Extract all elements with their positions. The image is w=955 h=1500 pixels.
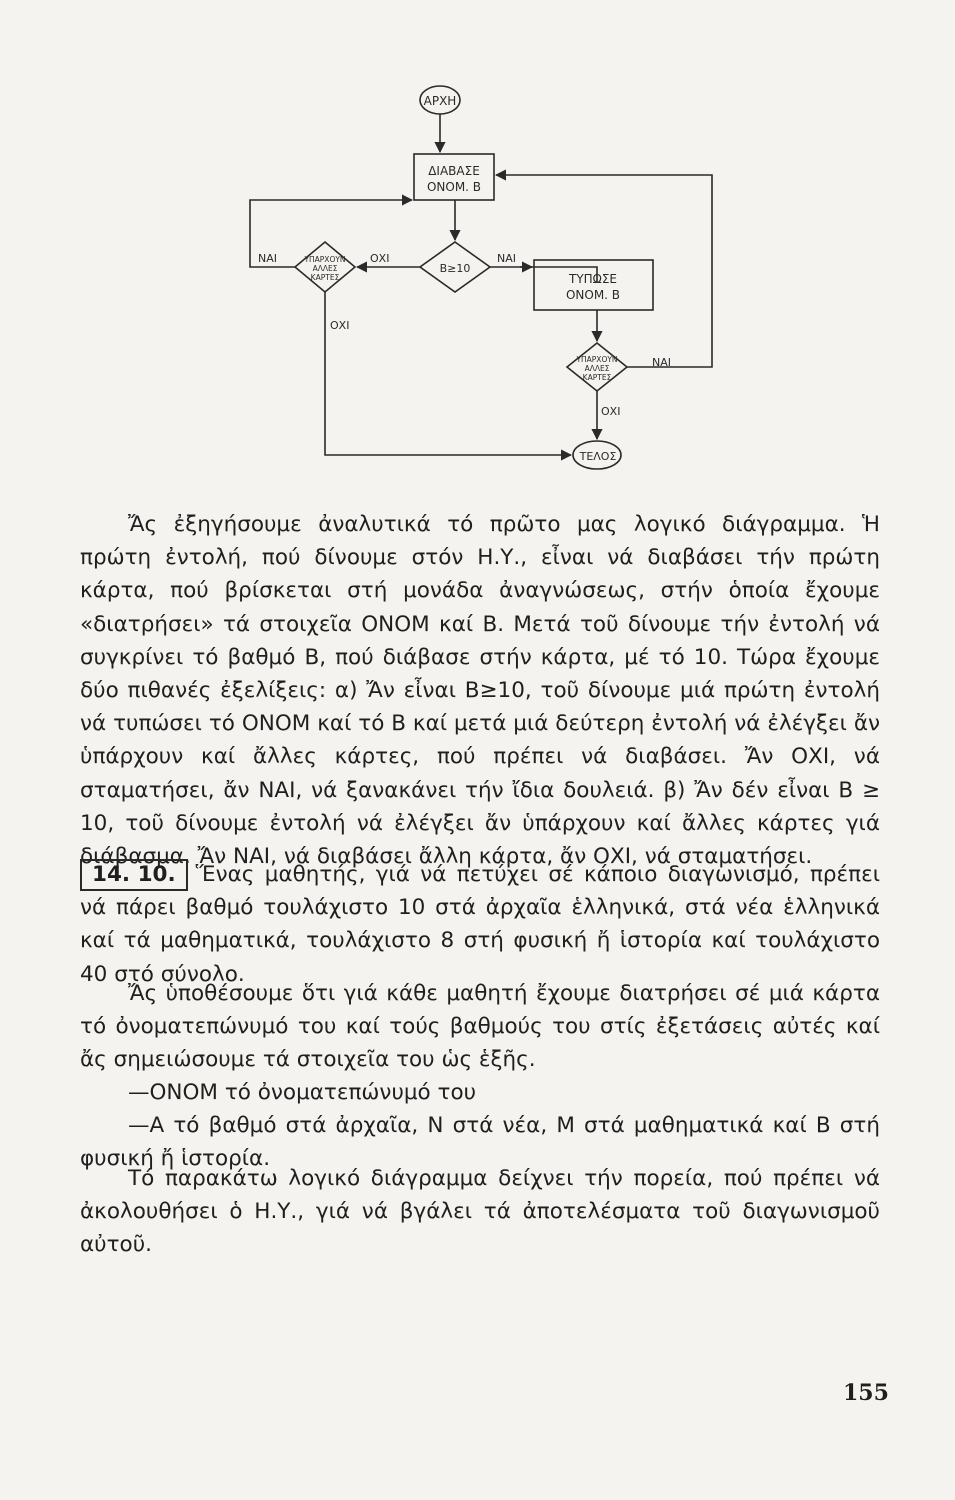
item-grades: —Α τό βαθμό στά ἀρχαῖα, Ν στά νέα, Μ στά μαθηματικά καί Β στή φυσική ἤ ἱστορία.: [80, 1113, 880, 1172]
no-label-left: ΟΧΙ: [330, 319, 350, 332]
section-number: 14. 10.: [80, 859, 188, 891]
print-label-line2: ΟΝΟΜ. Β: [565, 288, 621, 302]
more-cards-right-line2: ΑΛΛΕΣ: [584, 364, 610, 373]
page-number: 155: [843, 1380, 889, 1406]
paragraph-explanation: Ἄς ἐξηγήσουμε ἀναλυτικά τό πρῶτο μας λογικό διάγραμμα. Ἡ πρώτη ἐντολή, πού δίνουμε στόν Η.Υ., εἶναι νά διαβάσει τήν πρώτη κάρτα, πού βρίσκεται στή μονάδα ἀναγνώσεως, στήν ὁποία ἔχουμε «διατρήσει» τά στοιχεῖα ΟΝΟΜ καί Β. Μετά τοῦ δίνουμε τήν ἐντολή νά συγκρίνει τό βαθμό Β, πού διάβασε στήν κάρτα, μέ τό 10. Τώρα ἔχουμε δύο πιθανές ἐξελίξεις: α) Ἄν εἶναι Β≥10, τοῦ δίνουμε μιά πρώτη ἐντολή νά τυπώσει τό ΟΝΟΜ καί τό Β καί μετά μιά δεύτερη ἐντολή νά ἐλέγξει ἄν ὑπάρχουν καί ἄλλες κάρτες, πού πρέπει νά διαβάσει. Ἄν ΟΧΙ, νά σταματήσει, ἄν ΝΑΙ, νά ξανακάνει τήν ἴδια δουλειά. β) Ἄν δέν εἶναι Β ≥ 10, τοῦ δίνουμε ἐντολή νά ἐλέγξει ἄν ὑπάρχουν καί ἄλλες κάρτες γιά διάβασμα. Ἄν ΝΑΙ, νά διαβάσει ἄλλη κάρτα, ἄν ΟΧΙ, νά σταματήσει.: [80, 512, 880, 870]
print-label-line1: ΤΥΠΩΣΕ: [568, 272, 618, 286]
section-intro-text: Ἕνας μαθητής, γιά νά πετύχει σέ κάποιο διαγωνισμό, πρέπει νά πάρει βαθμό τουλάχιστο 10 στά ἀρχαῖα ἑλληνικά, στά νέα ἑλληνικά καί τά μαθηματικά, τουλάχιστο 8 στή φυσική ἤ ἱστορία καί τουλάχιστο 40 στό σύνολο.: [80, 862, 880, 987]
paragraph-assumption: Ἄς ὑποθέσουμε ὅτι γιά κάθε μαθητή ἔχουμε διατρήσει σέ μιά κάρτα τό ὀνοματεπώνυμό του καί τούς βαθμούς του στίς ἐξετάσεις αὐτές καί ἄς σημειώσουμε τά στοιχεῖα του ὡς ἑξῆς.: [80, 981, 880, 1073]
yes-label-right: ΝΑΙ: [652, 356, 671, 369]
yes-label-left: ΝΑΙ: [258, 252, 277, 265]
read-label-line2: ΟΝΟΜ. Β: [426, 180, 482, 194]
flowchart: [0, 0, 955, 480]
more-cards-left-line3: ΚΑΡΤΕΣ: [310, 273, 340, 282]
more-cards-right-line1: ΥΠΑΡΧΟΥΝ: [576, 355, 618, 364]
paragraph-diagram-intro: Τό παρακάτω λογικό διάγραμμα δείχνει τήν πορεία, πού πρέπει νά ἀκολουθήσει ὁ Η.Υ., γιά νά βγάλει τά ἀποτελέσματα τοῦ διαγωνισμοῦ αὐτοῦ.: [80, 1166, 880, 1258]
no-label-grade: ΟΧΙ: [370, 252, 390, 265]
no-label-right: ΟΧΙ: [601, 405, 621, 418]
more-cards-left-line2: ΑΛΛΕΣ: [312, 264, 338, 273]
item-onom: —ΟΝΟΜ τό ὀνοματεπώνυμό του: [128, 1080, 477, 1105]
read-label-line1: ΔΙΑΒΑΣΕ: [428, 164, 480, 178]
more-cards-right-line3: ΚΑΡΤΕΣ: [582, 373, 612, 382]
grade-decision-label: Β≥10: [439, 262, 471, 275]
more-cards-left-line1: ΥΠΑΡΧΟΥΝ: [304, 255, 346, 264]
yes-label-grade: ΝΑΙ: [497, 252, 516, 265]
section-14-10-paragraph: [80, 858, 880, 991]
start-label: ΑΡΧΗ: [423, 94, 457, 108]
end-label: ΤΕΛΟΣ: [579, 450, 617, 463]
